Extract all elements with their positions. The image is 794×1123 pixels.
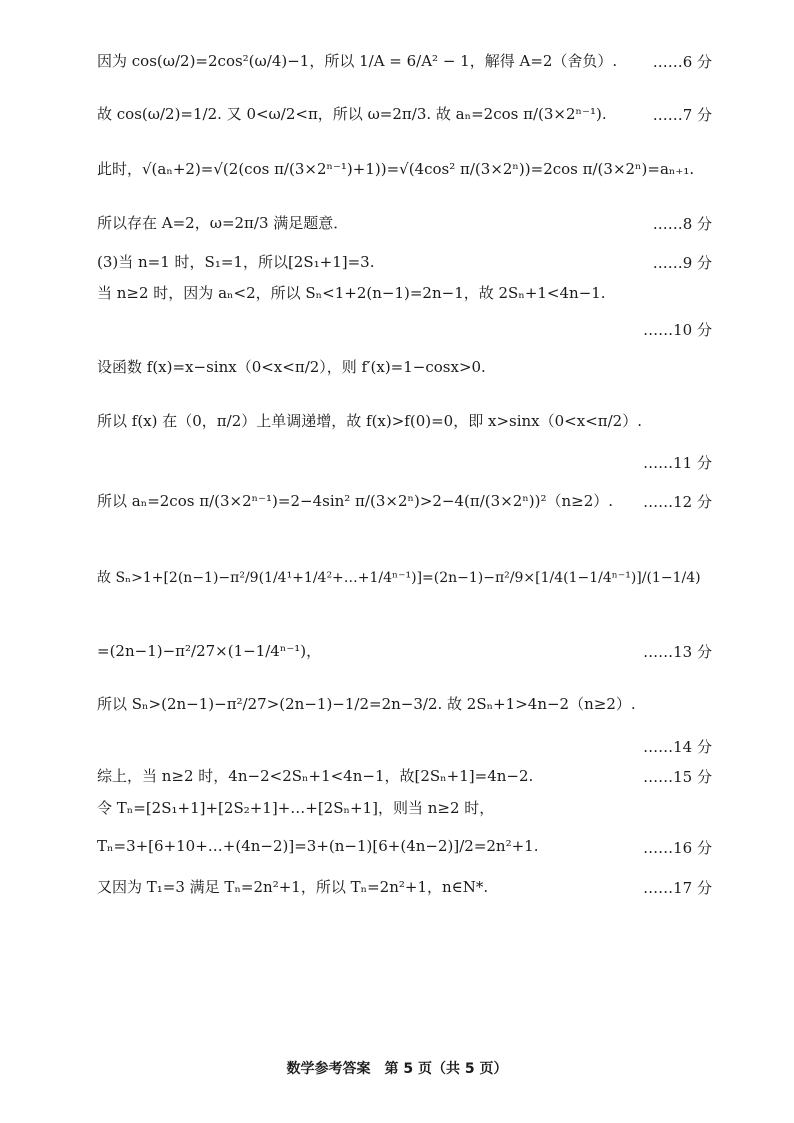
solution-line-14 — [97, 790, 712, 824]
solution-line-10 — [97, 560, 712, 594]
solution-line-13 — [97, 758, 712, 792]
solution-line-11 — [97, 633, 712, 667]
solution-line-15 — [97, 829, 712, 863]
line-5-text: (3)当 n=1 时，S₁=1，所以[2S₁+1]=3. — [97, 252, 375, 271]
line-1-text: 因为 cos(ω/2)=2cos²(ω/4)−1，所以 1/A = 6/A² − 1，解得 A=2（舍负）. — [97, 51, 618, 70]
score-6: ……6 分 — [652, 53, 712, 71]
score-13: ……13 分 — [643, 643, 712, 661]
solution-line-9 — [97, 483, 712, 517]
solution-line-8 — [97, 403, 712, 437]
line-11-text: =(2n−1)−π²/27×(1−1/4ⁿ⁻¹)， — [97, 641, 322, 660]
line-14-text: 令 Tₙ=[2S₁+1]+[2S₂+1]+…+[2Sₙ+1]，则当 n≥2 时， — [97, 798, 495, 817]
score-16: ……16 分 — [643, 839, 712, 857]
line-13-text: 综上，当 n≥2 时，4n−2<2Sₙ+1<4n−1，故[2Sₙ+1]=4n−2. — [97, 766, 534, 785]
line-12-text: 所以 Sₙ>(2n−1)−π²/27>(2n−1)−1/2=2n−3/2. 故 2Sₙ+1>4n−2（n≥2）. — [97, 694, 636, 713]
line-16-text: 又因为 T₁=3 满足 Tₙ=2n²+1，所以 Tₙ=2n²+1，n∈N*. — [97, 877, 489, 896]
solution-line-7 — [97, 349, 712, 383]
line-4-text: 所以存在 A=2，ω=2π/3 满足题意． — [97, 213, 349, 232]
page-footer: 数学参考答案 第 5 页（共 5 页） — [286, 1061, 508, 1077]
score-7: ……7 分 — [652, 106, 712, 124]
score-17: ……17 分 — [643, 879, 712, 897]
score-12: ……12 分 — [643, 493, 712, 511]
line-8-text: 所以 f(x) 在（0，π/2）上单调递增，故 f(x)>f(0)=0，即 x>sinx（0<x<π/2）. — [97, 411, 642, 430]
solution-line-5 — [97, 244, 712, 278]
solution-line-1 — [97, 43, 712, 77]
solution-line-6 — [97, 275, 712, 309]
score-8: ……8 分 — [652, 215, 712, 233]
line-9-text: 所以 aₙ=2cos π/(3×2ⁿ⁻¹)=2−4sin² π/(3×2ⁿ)>2−4(π/(3×2ⁿ))²（n≥2）. — [97, 491, 614, 510]
solution-line-12 — [97, 686, 712, 720]
solution-line-16 — [97, 869, 712, 903]
line-3-text: 此时，√(aₙ+2)=√(2(cos π/(3×2ⁿ⁻¹)+1))=√(4cos² π/(3×2ⁿ))=2cos π/(3×2ⁿ)=aₙ₊₁. — [97, 159, 695, 178]
line-7-text: 设函数 f(x)=x−sinx（0<x<π/2），则 f′(x)=1−cosx>0. — [97, 357, 486, 376]
line-2-text: 故 cos(ω/2)=1/2. 又 0<ω/2<π，所以 ω=2π/3. 故 aₙ=2cos π/(3×2ⁿ⁻¹). — [97, 104, 607, 123]
score-14: ……14 分 — [643, 738, 712, 756]
score-9: ……9 分 — [652, 254, 712, 272]
line-6-text: 当 n≥2 时，因为 aₙ<2，所以 Sₙ<1+2(n−1)=2n−1，故 2Sₙ+1<4n−1. — [97, 283, 606, 302]
line-10-text: 故 Sₙ>1+[2(n−1)−π²/9(1/4¹+1/4²+…+1/4ⁿ⁻¹)]=(2n−1)−π²/9×[1/4(1−1/4ⁿ⁻¹)]/(1−1/4) — [97, 570, 701, 586]
score-15: ……15 分 — [643, 768, 712, 786]
line-15-text: Tₙ=3+[6+10+…+(4n−2)]=3+(n−1)[6+(4n−2)]/2=2n²+1. — [97, 837, 539, 855]
score-10: ……10 分 — [643, 321, 712, 339]
score-11: ……11 分 — [643, 454, 712, 472]
solution-line-2 — [97, 96, 712, 130]
solution-line-3 — [97, 151, 712, 185]
solution-line-4 — [97, 205, 712, 239]
